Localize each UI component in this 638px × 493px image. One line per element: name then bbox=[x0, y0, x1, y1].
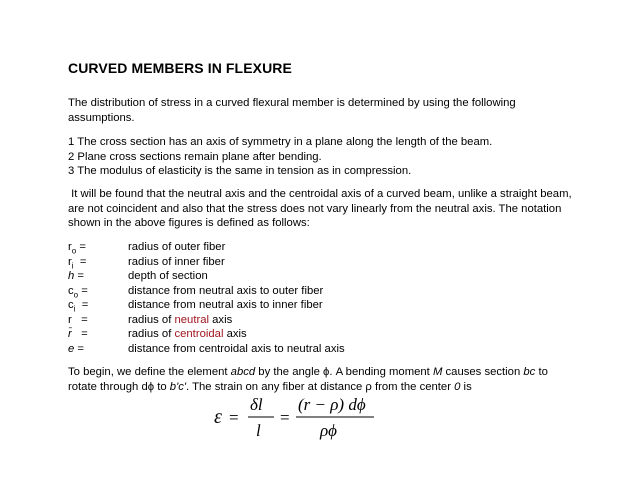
intro-paragraph: The distribution of stress in a curved flexural member is determined by using the following assumptions. bbox=[68, 97, 516, 124]
symbol-subscript: i bbox=[71, 260, 74, 270]
assumption-1: 1 The cross section has an axis of symmetry in a plane along the length of the beam. bbox=[68, 136, 493, 148]
equals-sign: = bbox=[76, 241, 86, 253]
definition-text-suffix: axis bbox=[223, 328, 247, 340]
symbol-subscript: o bbox=[73, 289, 79, 299]
denominator-l: l bbox=[256, 421, 261, 440]
numerator-r-minus-rho: (r − ρ) dϕ bbox=[298, 395, 366, 414]
definition-text: radius of bbox=[128, 328, 175, 340]
section-bc: bc bbox=[523, 366, 536, 378]
text-run: to rotate through dϕ to bbox=[68, 366, 548, 393]
equals-sign: = bbox=[71, 328, 88, 340]
moment-symbol: M bbox=[432, 366, 443, 378]
denominator-rho-phi: ρϕ bbox=[320, 421, 337, 440]
symbol: c bbox=[68, 284, 74, 297]
definition-text: distance from neutral axis to outer fiber bbox=[128, 284, 324, 297]
symbol: e bbox=[68, 342, 75, 355]
page-title: CURVED MEMBERS IN FLEXURE bbox=[68, 60, 292, 76]
definition-text: depth of section bbox=[128, 270, 208, 282]
definition-text: radius of inner fiber bbox=[128, 255, 225, 268]
symbol-subscript: o bbox=[71, 246, 77, 256]
definition-text: radius of bbox=[128, 313, 175, 326]
equals-sign: = bbox=[74, 342, 85, 355]
symbol-subscript: i bbox=[73, 304, 76, 314]
text-run: by the angle ϕ. A bending moment bbox=[255, 366, 433, 378]
definition-text: radius of outer fiber bbox=[128, 241, 226, 253]
text-run: is bbox=[460, 380, 472, 393]
symbol: r̄ bbox=[68, 328, 72, 340]
equals-sign: = bbox=[71, 313, 88, 326]
symbol: c bbox=[68, 299, 74, 311]
section-bc-prime: b'c' bbox=[169, 380, 187, 393]
text-run: causes section bbox=[442, 366, 524, 378]
equals-sign: = bbox=[75, 299, 89, 311]
equals-sign: = bbox=[73, 255, 87, 268]
notation-paragraph: It will be found that the neutral axis and the centroidal axis of a curved beam, unlike a straight beam, are not coincident and also that the stress does not vary linearly from the neutral axis. The notation shown in the above figures is defined as follows: bbox=[68, 188, 575, 229]
epsilon-symbol: ε bbox=[214, 406, 222, 428]
numerator-delta-l: δl bbox=[250, 395, 263, 414]
center-zero: 0 bbox=[454, 380, 461, 393]
equals-sign: = bbox=[280, 408, 290, 427]
equals-sign: = bbox=[74, 270, 85, 282]
symbol: r bbox=[68, 313, 72, 326]
text-run: To begin, we define the element bbox=[68, 366, 231, 378]
assumptions-list bbox=[68, 135, 492, 179]
highlight-centroidal: centroidal bbox=[174, 328, 224, 340]
assumption-3: 3 The modulus of elasticity is the same in tension as in compression. bbox=[68, 165, 412, 177]
equation-svg bbox=[190, 392, 390, 442]
definition-text: distance from centroidal axis to neutral axis bbox=[128, 342, 345, 355]
strain-equation bbox=[190, 392, 390, 442]
definition-text: distance from neutral axis to inner fiber bbox=[128, 299, 323, 311]
symbol: r bbox=[68, 241, 72, 253]
equals-sign: = bbox=[229, 408, 239, 427]
definition-text-suffix: axis bbox=[209, 313, 233, 326]
symbol: h bbox=[68, 270, 75, 282]
text-run: . The strain on any fiber at distance ρ from the center bbox=[186, 380, 455, 393]
equals-sign: = bbox=[78, 284, 88, 297]
assumption-2: 2 Plane cross sections remain plane after bending. bbox=[68, 150, 322, 163]
highlight-neutral: neutral bbox=[174, 313, 210, 326]
symbol: r bbox=[68, 255, 72, 268]
strain-paragraph bbox=[68, 365, 568, 394]
element-abcd: abcd bbox=[230, 366, 256, 378]
